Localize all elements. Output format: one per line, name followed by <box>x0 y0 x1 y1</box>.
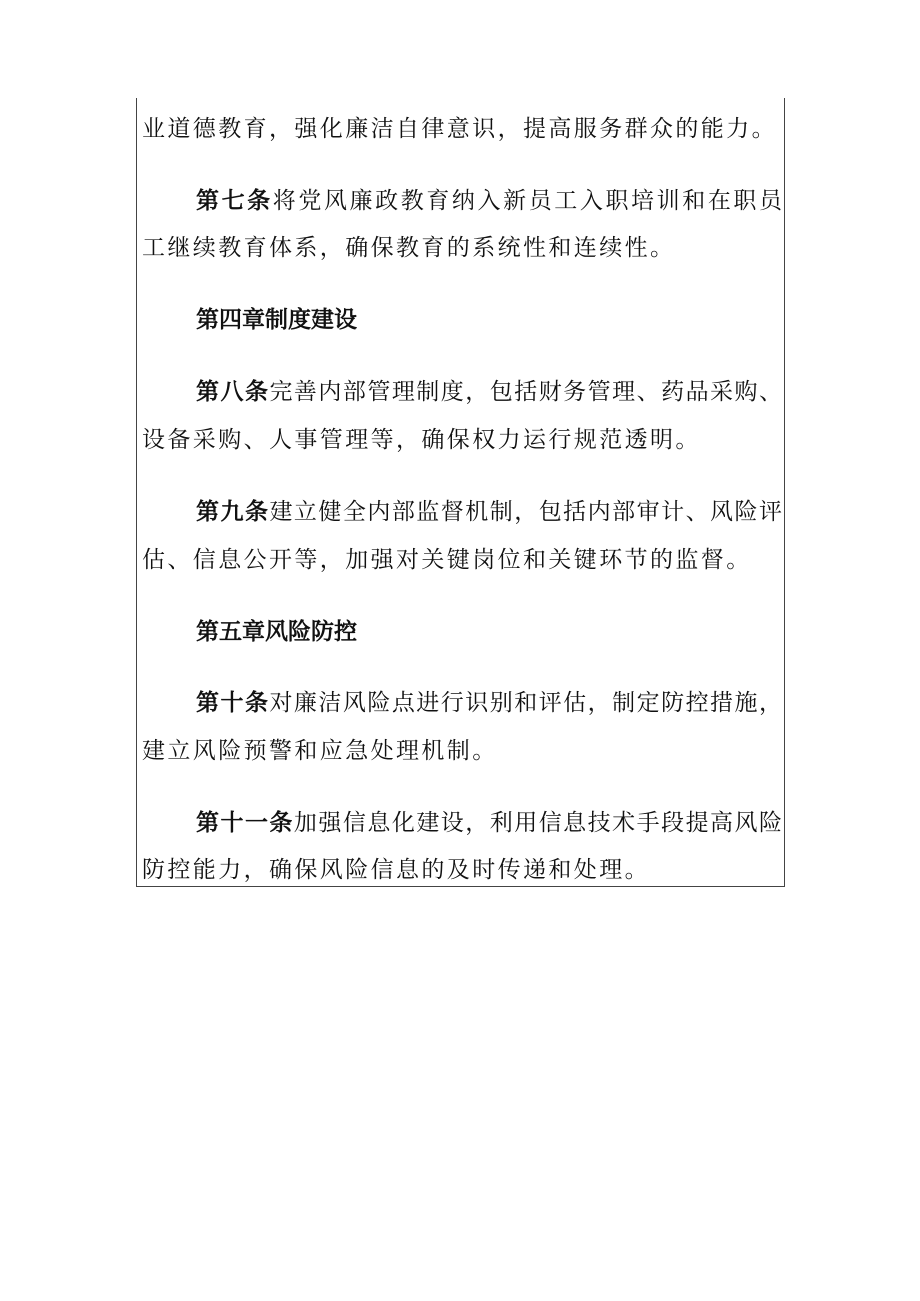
article-10-label: 第十条 <box>196 689 270 716</box>
article-9-line-2 <box>142 545 782 575</box>
article-7-line-2 <box>142 233 782 263</box>
article-8-line-2 <box>142 425 782 455</box>
chapter-4-heading: 第四章制度建设 <box>196 306 357 333</box>
article-8-text-continued: 设备采购、人事管理等，确保权力运行规范透明。 <box>142 427 701 453</box>
article-11-line-2 <box>142 855 782 885</box>
chapter-5-heading: 第五章风险防控 <box>196 618 357 645</box>
article-7-text: 将党风廉政教育纳入新员工入职培训和在职员 <box>272 188 783 214</box>
article-7-line-1 <box>196 186 782 216</box>
article-9-line-1 <box>196 497 782 527</box>
article-7-text-continued: 工继续教育体系，确保教育的系统性和连续性。 <box>142 235 676 261</box>
article-8-line-1 <box>196 377 782 407</box>
article-10-line-2 <box>142 736 782 766</box>
document-frame <box>136 98 785 887</box>
article-8-text: 完善内部管理制度，包括财务管理、药品采购、 <box>269 379 783 405</box>
article-9-label: 第九条 <box>196 498 270 525</box>
article-8-label: 第八条 <box>196 378 270 405</box>
article-9-text-continued: 估、信息公开等，加强对关键岗位和关键环节的监督。 <box>142 547 752 573</box>
article-11-line-1 <box>196 808 782 838</box>
article-7-label: 第七条 <box>196 187 273 214</box>
paragraph-text: 业道德教育，强化廉洁自律意识，提高服务群众的能力。 <box>142 116 777 142</box>
article-9-text: 建立健全内部监督机制，包括内部审计、风险评 <box>269 499 783 525</box>
article-10-text: 对廉洁风险点进行识别和评估，制定防控措施， <box>269 690 783 716</box>
paragraph-line <box>142 114 782 144</box>
article-11-text-continued: 防控能力，确保风险信息的及时传递和处理。 <box>142 857 650 883</box>
article-10-line-1 <box>196 688 782 718</box>
article-10-text-continued: 建立风险预警和应急处理机制。 <box>142 738 498 764</box>
article-11-label: 第十一条 <box>196 809 294 836</box>
article-11-text: 加强信息化建设，利用信息技术手段提高风险 <box>293 810 783 836</box>
